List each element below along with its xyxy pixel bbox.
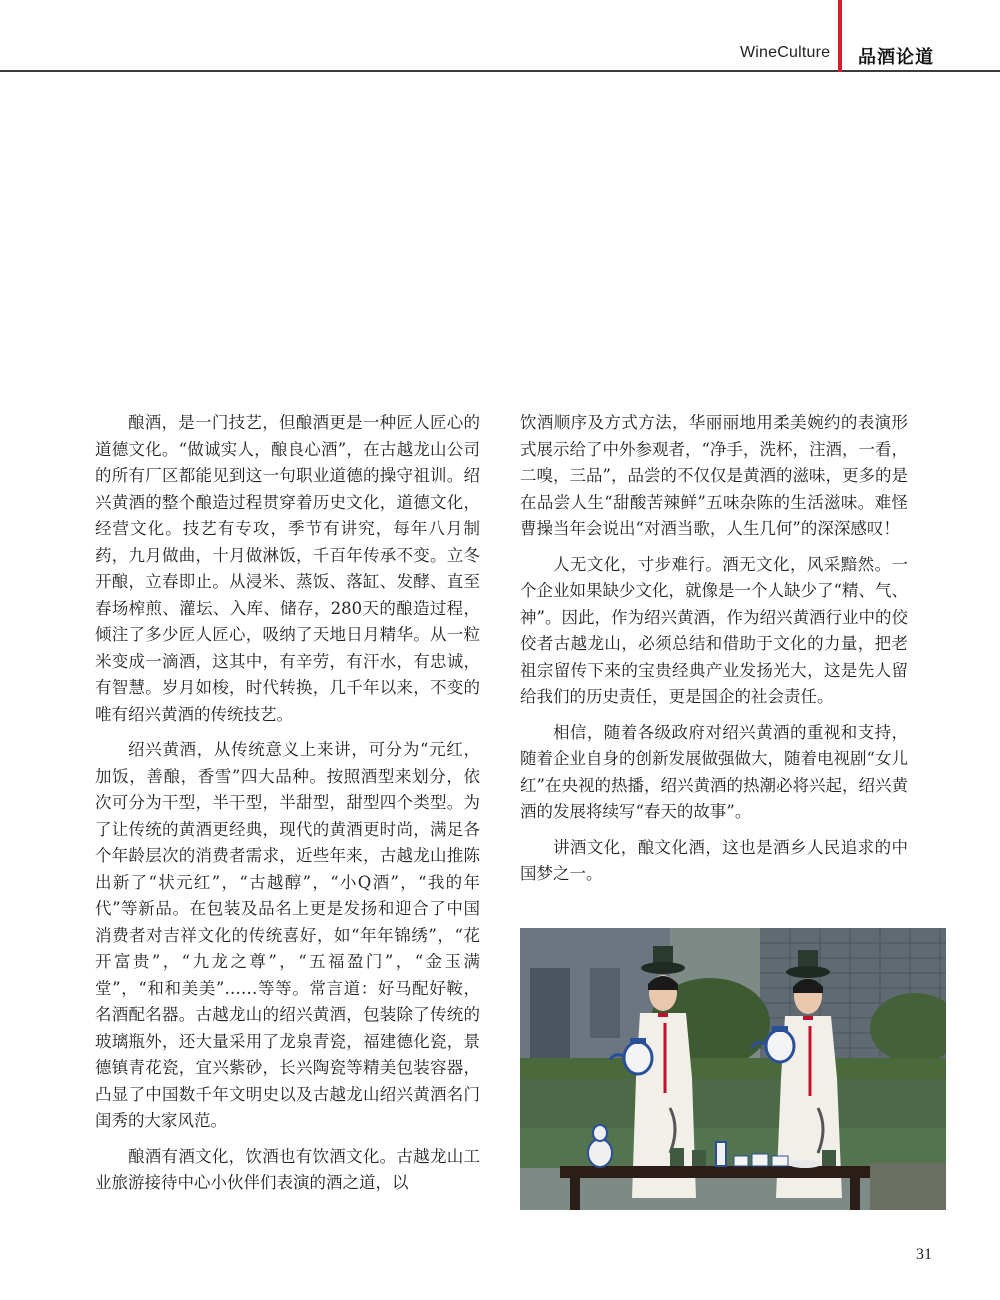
paragraph: 相信，随着各级政府对绍兴黄酒的重视和支持，随着企业自身的创新发展做强做大，随着电视剧“女儿红”在央视的热播，绍兴黄酒的热潮必将兴起，绍兴黄酒的发展将续写“春天的故事”。 [520, 722, 908, 821]
table-leg [850, 1178, 860, 1210]
porcelain-teapot [624, 1042, 652, 1074]
paragraph: 绍兴黄酒，从传统意义上来讲，可分为“元红，加饭，善酿，香雪”四大品种。按照酒型来划分，依次可分为干型，半干型，半甜型，甜型四个类型。为了让传统的黄酒更经典，现代的黄酒更时尚，满足各个年龄层次的消费者需求，近些年来，古越龙山推陈出新了“状元红”，“古越醇”，“小Q酒”，“我的年代”等新品。在包装及品名上更是发扬和迎合了中国消费者对吉祥文化的传统喜好，如“年年锦绣”，“花开富贵”，“九龙之尊”，“五福盈门”，“金玉满堂”，“和和美美”……等等。常言道：好马配好鞍，名酒配名器。古越龙山的绍兴黄酒，包装除了传统的玻璃瓶外，还大量采用了龙泉青瓷，福建德化瓷，景德镇青花瓷，宜兴紫砂，长兴陶瓷等精美包装容器，凸显了中国数千年文明史以及古越龙山绍兴黄酒名门闺秀的大家风范。 [95, 740, 480, 1130]
paragraph: 讲酒文化，酿文化酒，这也是酒乡人民追求的中国梦之一。 [520, 837, 908, 883]
celadon-cup [692, 1150, 706, 1166]
right-text-column [520, 410, 908, 897]
table-leg [570, 1178, 580, 1210]
wine-cup [752, 1154, 768, 1166]
page-number: 31 [916, 1246, 932, 1263]
header-section-english: WineCulture [740, 44, 831, 61]
building-window [590, 968, 620, 1038]
paragraph: 酿酒，是一门技艺，但酿酒更是一种匠人匠心的道德文化。“做诚实人，酿良心酒”，在古越龙山公司的所有厂区都能见到这一句职业道德的操守祖训。绍兴黄酒的整个酿造过程贯穿着历史文化，道德文化，经营文化。技艺有专攻，季节有讲究，每年八月制药，九月做曲，十月做淋饭，千百年传承不变。立冬开酿，立春即止。从浸米、蒸饭、落缸、发酵、直至春场榨煎、灌坛、入库、储存，280天的酿造过程，倾注了多少匠人匠心，吸纳了天地日月精华。从一粒米变成一滴酒，这其中，有辛劳，有汗水，有忠诚，有智慧。岁月如梭，时代转换，几千年以来，不变的唯有绍兴黄酒的传统技艺。 [95, 413, 480, 724]
building-doorway [530, 968, 570, 1058]
porcelain-bottle [716, 1142, 726, 1166]
porcelain-teapot [766, 1030, 794, 1062]
header-accent-bar [838, 0, 842, 72]
header-section-chinese: 品酒论道 [858, 47, 934, 68]
paragraph: 酿酒有酒文化，饮酒也有饮酒文化。古越龙山工业旅游接待中心小伙伴们表演的酒之道，以 [95, 1146, 480, 1192]
header-rule [0, 70, 1000, 72]
wine-ceremony-photo [520, 928, 946, 1210]
left-text-column [95, 410, 480, 1206]
table-top [560, 1166, 870, 1178]
stone-ground [870, 1163, 946, 1210]
paragraph-continuation: 饮酒顺序及方式方法，华丽丽地用柔美婉约的表演形式展示给了中外参观者，“净手，洗杯，注酒，一看，二嗅，三品”，品尝的不仅仅是黄酒的滋味，更多的是在品尝人生“甜酸苦辣鲜”五味杂陈的生活滋味。难怪曹操当年会说出“对酒当歌，人生几何”的深深感叹！ [520, 413, 908, 538]
celadon-cup [822, 1150, 836, 1166]
celadon-cup [670, 1148, 684, 1166]
gourd-vase [588, 1139, 612, 1167]
water-reflection [520, 1128, 946, 1168]
paragraph: 人无文化，寸步难行。酒无文化，风采黯然。一个企业如果缺少文化，就像是一个人缺少了“精、气、神”。因此，作为绍兴黄酒，作为绍兴黄酒行业中的佼佼者古越龙山，必须总结和借助于文化的力量，把老祖宗留传下来的宝贵经典产业发扬光大，这是先人留给我们的历史责任，更是国企的社会责任。 [520, 554, 908, 706]
photo-illustration [520, 928, 946, 1210]
wine-cup [772, 1156, 788, 1166]
saucer [789, 1160, 821, 1168]
wine-cup [734, 1156, 748, 1166]
